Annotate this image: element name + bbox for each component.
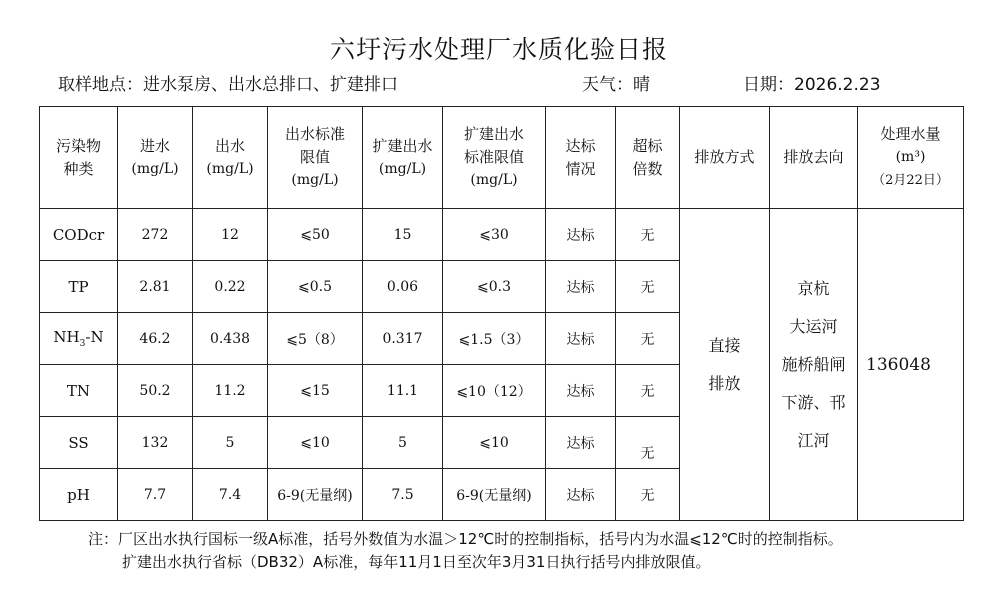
discharge-destination: 京杭 大运河 施桥船闸 下游、邗 江河 (770, 209, 858, 521)
header-discharge-method: 排放方式 (680, 107, 770, 209)
compliance-status: 达标 (546, 261, 616, 313)
treated-volume: 136048 (858, 209, 964, 521)
effluent-limit: ⩽50 (268, 209, 363, 261)
influent-value: 132 (118, 417, 193, 469)
expansion-effluent-value: 11.1 (363, 365, 443, 417)
exceed-multiple: 无 (616, 365, 680, 417)
influent-value: 2.81 (118, 261, 193, 313)
pollutant-name: TN (40, 365, 118, 417)
table-row (40, 209, 964, 261)
expansion-limit: ⩽30 (443, 209, 546, 261)
exceed-multiple: 无 (616, 469, 680, 521)
header-effluent: 出水 (mg/L) (193, 107, 268, 209)
pollutant-name: TP (40, 261, 118, 313)
effluent-limit: ⩽0.5 (268, 261, 363, 313)
influent-value: 272 (118, 209, 193, 261)
expansion-effluent-value: 7.5 (363, 469, 443, 521)
header-influent: 进水 (mg/L) (118, 107, 193, 209)
expansion-effluent-value: 0.317 (363, 313, 443, 365)
exceed-multiple: 无 (616, 313, 680, 365)
pollutant-name: CODcr (40, 209, 118, 261)
compliance-status: 达标 (546, 365, 616, 417)
effluent-value: 0.22 (193, 261, 268, 313)
effluent-value: 0.438 (193, 313, 268, 365)
effluent-value: 7.4 (193, 469, 268, 521)
expansion-effluent-value: 5 (363, 417, 443, 469)
expansion-limit: ⩽0.3 (443, 261, 546, 313)
header-discharge-destination: 排放去向 (770, 107, 858, 209)
expansion-limit: ⩽10 (443, 417, 546, 469)
water-quality-table (39, 106, 964, 521)
expansion-effluent-value: 15 (363, 209, 443, 261)
discharge-method: 直接 排放 (680, 209, 770, 521)
header-row (40, 107, 964, 209)
sampling-location: 取样地点：进水泵房、出水总排口、扩建排口 (58, 75, 398, 95)
header-expansion-effluent: 扩建出水 (mg/L) (363, 107, 443, 209)
compliance-status: 达标 (546, 469, 616, 521)
page-title: 六圩污水处理厂水质化验日报 (329, 35, 668, 64)
expansion-limit: 6-9(无量纲) (443, 469, 546, 521)
header-expansion-limit: 扩建出水 标准限值 (mg/L) (443, 107, 546, 209)
pollutant-name: $NH_3-N$ (40, 313, 118, 365)
report-date: 日期：2026.2.23 (743, 75, 881, 95)
expansion-effluent-value: 0.06 (363, 261, 443, 313)
effluent-value: 11.2 (193, 365, 268, 417)
influent-value: 50.2 (118, 365, 193, 417)
expansion-limit: ⩽1.5（3） (443, 313, 546, 365)
effluent-value: 12 (193, 209, 268, 261)
header-compliance: 达标 情况 (546, 107, 616, 209)
header-pollutant: 污染物 种类 (40, 107, 118, 209)
exceed-multiple: 无 (616, 261, 680, 313)
note-line-1: 注：厂区出水执行国标一级A标准，括号外数值为水温＞12℃时的控制指标，括号内为水温⩽12℃时的控制指标。 (88, 530, 843, 548)
compliance-status: 达标 (546, 313, 616, 365)
effluent-limit: 6-9(无量纲) (268, 469, 363, 521)
header-exceed-multiple: 超标 倍数 (616, 107, 680, 209)
pollutant-name: pH (40, 469, 118, 521)
effluent-limit: ⩽10 (268, 417, 363, 469)
compliance-status: 达标 (546, 417, 616, 469)
pollutant-name: SS (40, 417, 118, 469)
influent-value: 46.2 (118, 313, 193, 365)
compliance-status: 达标 (546, 209, 616, 261)
header-effluent-limit: 出水标准 限值 (mg/L) (268, 107, 363, 209)
effluent-limit: ⩽15 (268, 365, 363, 417)
exceed-multiple: 无 (616, 417, 680, 469)
expansion-limit: ⩽10（12） (443, 365, 546, 417)
note-line-2: 扩建出水执行省标（DB32）A标准，每年11月1日至次年3月31日执行括号内排放限值。 (122, 553, 711, 571)
weather: 天气：晴 (582, 75, 650, 95)
effluent-limit: ⩽5（8） (268, 313, 363, 365)
influent-value: 7.7 (118, 469, 193, 521)
exceed-multiple: 无 (616, 209, 680, 261)
header-volume: 处理水量 (m³) （2月22日） (858, 107, 964, 209)
effluent-value: 5 (193, 417, 268, 469)
